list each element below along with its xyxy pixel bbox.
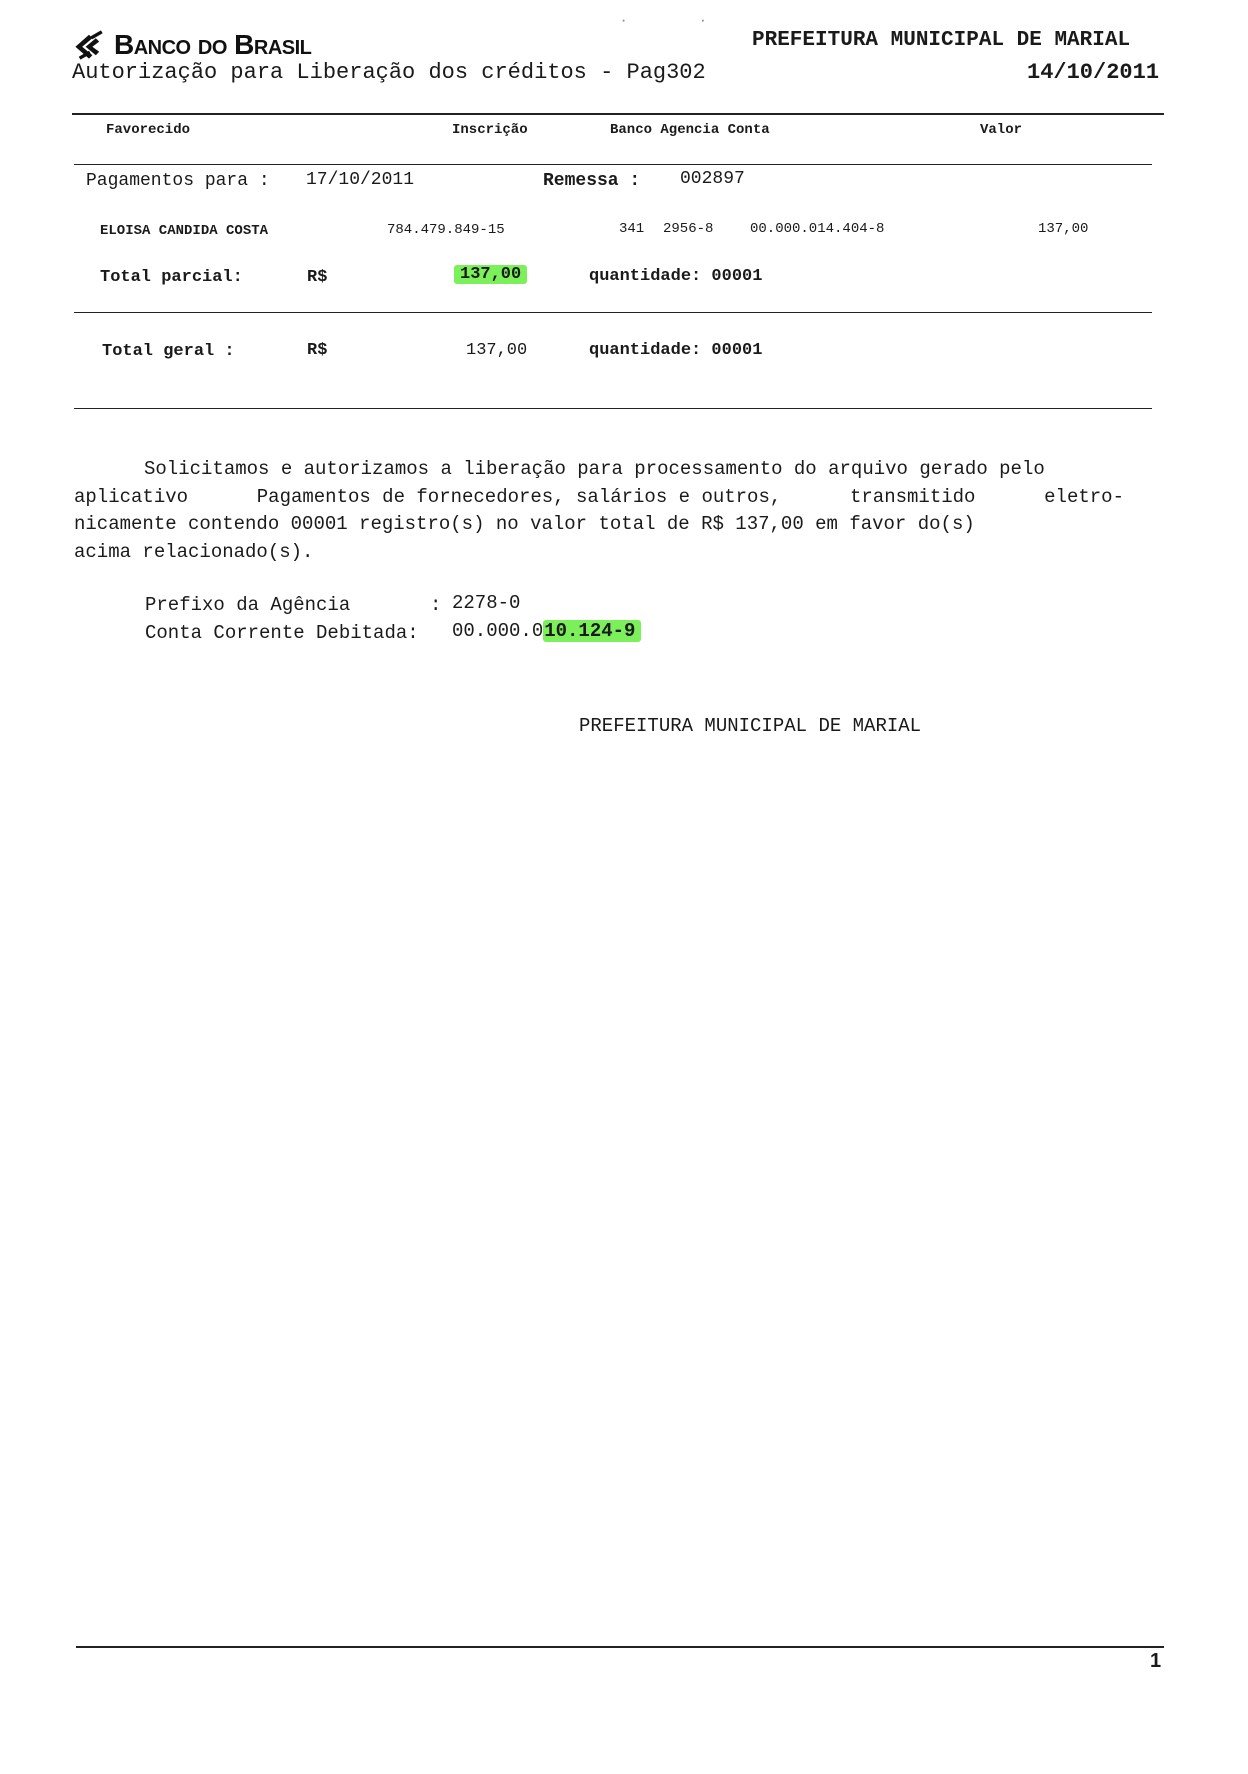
banco-do-brasil-logo-icon	[72, 28, 106, 62]
row-valor: 137,00	[1038, 221, 1089, 237]
paragraph-line-3: nicamente contendo 00001 registro(s) no valor total de R$ 137,00 em favor do(s)	[74, 513, 975, 535]
total-parcial-label: Total parcial:	[100, 268, 243, 287]
totals-rule	[74, 408, 1152, 409]
agency-prefix-label: Prefixo da Agência	[145, 594, 351, 616]
bank-logo	[72, 28, 311, 62]
row-inscricao: 784.479.849-15	[387, 222, 505, 238]
payment-date-label: Pagamentos para :	[86, 171, 270, 191]
paragraph-line-2-c: transmitido	[850, 485, 976, 508]
total-geral-currency: R$	[307, 341, 328, 360]
authorization-paragraph	[74, 456, 1124, 566]
paragraph-line-1: Solicitamos e autorizamos a liberação para processamento do arquivo gerado pelo	[144, 458, 1045, 480]
total-parcial-value-highlight: 137,00	[454, 265, 527, 284]
footer-rule	[76, 1646, 1164, 1648]
row-conta: 00.000.014.404-8	[750, 221, 885, 237]
row-favorecido: ELOISA CANDIDA COSTA	[100, 223, 269, 239]
row-agencia: 2956-8	[663, 221, 714, 237]
column-valor: Valor	[980, 122, 1023, 138]
column-rule	[74, 164, 1152, 165]
paragraph-line-2-a: aplicativo	[74, 485, 189, 508]
debit-account-value	[452, 620, 641, 642]
paragraph-line-2-d: eletro-	[1044, 485, 1124, 508]
total-parcial-currency: R$	[307, 268, 328, 287]
row-banco: 341	[619, 221, 645, 237]
agency-prefix-sep: :	[430, 594, 442, 616]
remessa-label: Remessa :	[543, 171, 641, 191]
total-geral-value: 137,00	[466, 341, 528, 360]
agency-prefix-value: 2278-0	[452, 592, 521, 614]
signature-organization: PREFEITURA MUNICIPAL DE MARIAL	[579, 715, 922, 737]
total-geral-label: Total geral :	[102, 342, 235, 361]
payment-date: 17/10/2011	[306, 170, 415, 190]
total-geral-quantity: quantidade: 00001	[589, 341, 763, 360]
column-inscricao: Inscrição	[452, 122, 528, 138]
debit-account-value-plain: 00.000.0	[452, 620, 544, 642]
debit-account-label: Conta Corrente Debitada:	[145, 622, 419, 644]
debit-account-value-highlight: 10.124-9	[543, 620, 641, 642]
total-parcial-quantity: quantidade: 00001	[589, 267, 763, 286]
remessa-number: 002897	[680, 169, 745, 189]
subtotal-rule	[74, 312, 1152, 313]
paragraph-line-4: acima relacionado(s).	[74, 540, 314, 563]
document-date: 14/10/2011	[1027, 60, 1160, 85]
column-favorecido: Favorecido	[106, 122, 191, 138]
paragraph-line-2-b: Pagamentos de fornecedores, salários e outros,	[256, 485, 782, 508]
column-banco-agencia-conta: Banco Agencia Conta	[610, 122, 770, 138]
scan-dot: · ·	[620, 14, 707, 28]
page-number: 1	[1150, 1650, 1162, 1672]
brand-name: Banco do Brasil	[114, 29, 312, 60]
document-title: Autorização para Liberação dos créditos - Pag302	[72, 60, 706, 85]
paragraph-line-2	[74, 484, 1124, 512]
total-parcial-value	[454, 265, 527, 284]
organization-name: PREFEITURA MUNICIPAL DE MARIAL	[752, 29, 1131, 52]
header-rule	[72, 113, 1164, 115]
